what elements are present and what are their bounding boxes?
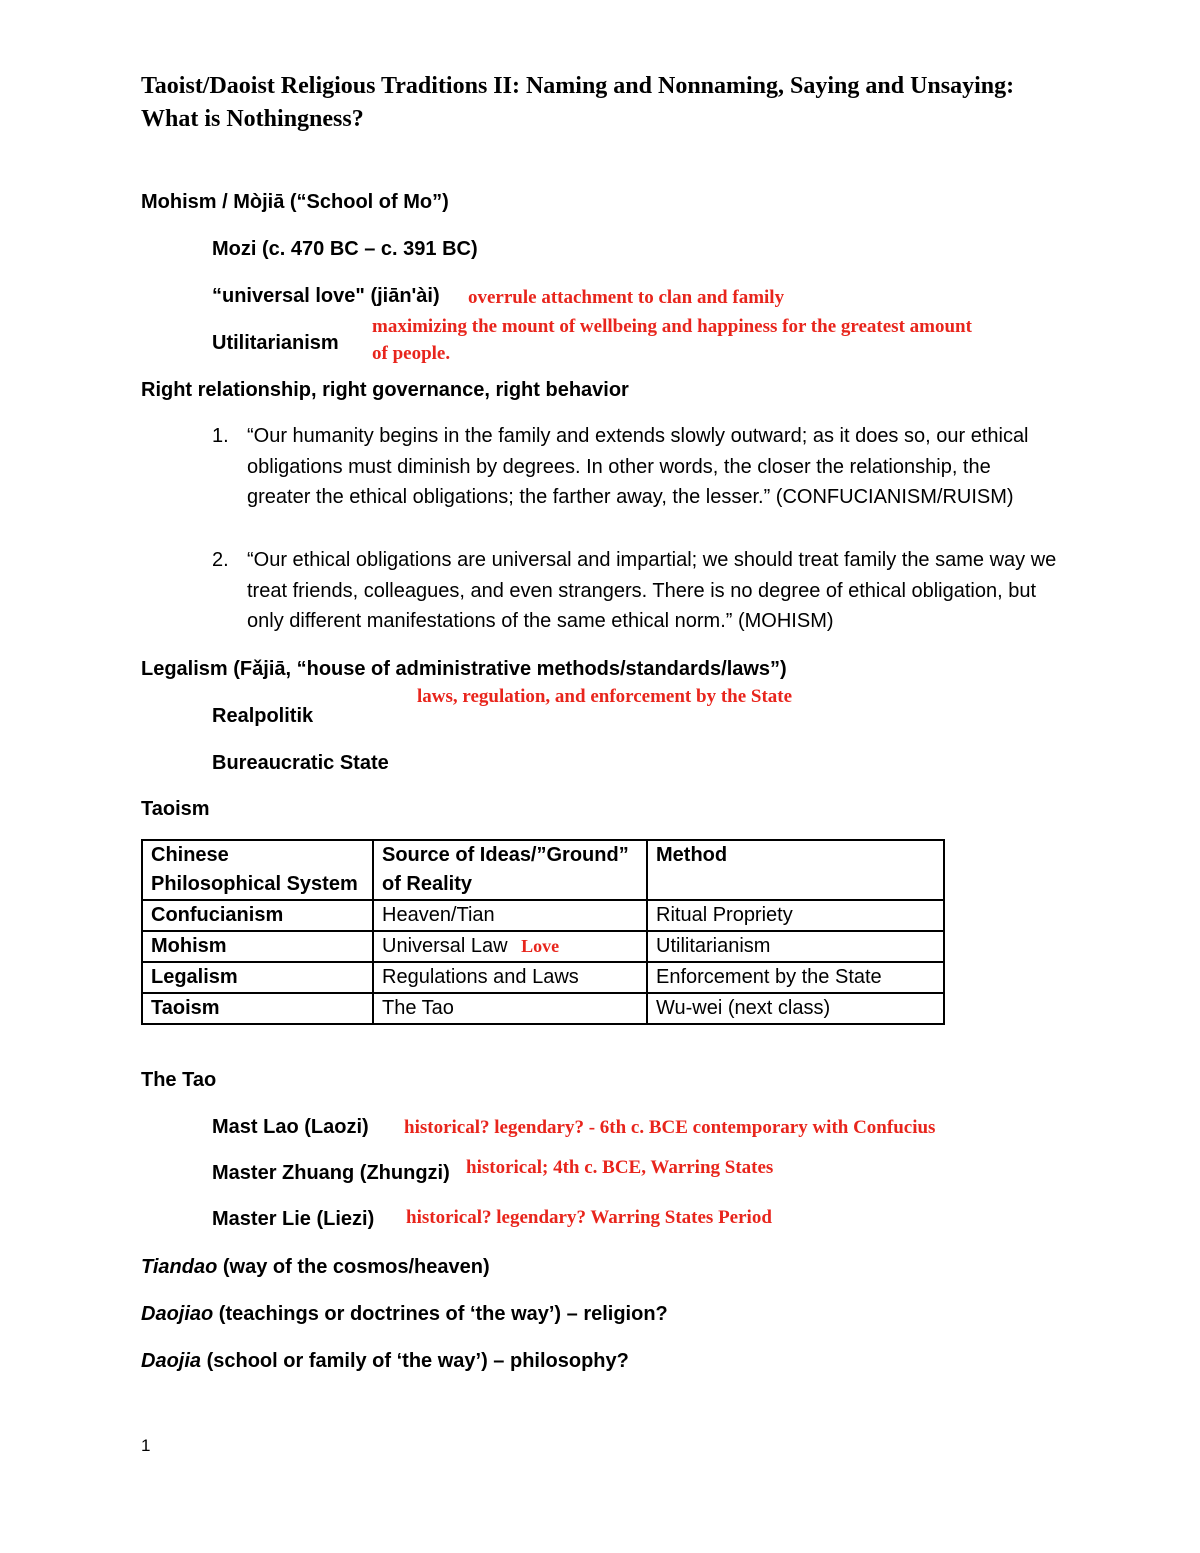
- page-number: 1: [141, 1436, 151, 1455]
- document-title: Taoist/Daoist Religious Traditions II: Naming and Nonnaming, Saying and Unsaying: What is Nothingness?: [141, 73, 1015, 132]
- utilitarianism-annotation-line-2: of people.: [372, 343, 451, 364]
- table-cell-method: Ritual Propriety: [647, 900, 944, 931]
- mozi-line: Mozi (c. 470 BC – c. 391 BC): [212, 238, 478, 260]
- term-word: Daojiao: [141, 1303, 214, 1325]
- table-cell-system: Taoism: [142, 993, 373, 1024]
- table-header-row: [142, 840, 944, 900]
- table-row: [142, 993, 944, 1024]
- table-cell-source: Heaven/Tian: [373, 900, 647, 931]
- table-cell-source: Universal Law: [382, 935, 508, 957]
- master-lao-name: Mast Lao (Laozi): [212, 1116, 369, 1138]
- list-item-1-number: 1.: [212, 425, 229, 447]
- legalism-heading: Legalism (Fǎjiā, “house of administrative methods/standards/laws”): [141, 658, 787, 680]
- table-header-cell: Source of Ideas/”Ground” of Reality: [373, 840, 647, 900]
- mohism-heading: Mohism / Mòjiā (“School of Mo”): [141, 191, 449, 213]
- table-row: [142, 931, 944, 962]
- utilitarianism-term: Utilitarianism: [212, 332, 339, 354]
- master-lie-annotation: historical? legendary? Warring States Period: [406, 1207, 772, 1228]
- term-tiandao: [141, 1254, 490, 1280]
- table-cell-method: Enforcement by the State: [647, 962, 944, 993]
- taoism-heading: Taoism: [141, 798, 210, 820]
- table-cell-system: Confucianism: [142, 900, 373, 931]
- table-cell-annotation: Love: [521, 936, 560, 956]
- the-tao-heading: The Tao: [141, 1069, 217, 1091]
- legalism-annotation: laws, regulation, and enforcement by the State: [417, 686, 793, 707]
- utilitarianism-annotation-line-1: maximizing the mount of wellbeing and happiness for the greatest amount: [372, 316, 972, 337]
- realpolitik-term: Realpolitik: [212, 705, 314, 727]
- master-zhuang-annotation: historical; 4th c. BCE, Warring States: [466, 1157, 774, 1178]
- term-definition: (school or family of ‘the way’) – philosophy?: [201, 1350, 629, 1372]
- master-lao-annotation: historical? legendary? - 6th c. BCE contemporary with Confucius: [404, 1117, 936, 1138]
- term-word: Tiandao: [141, 1256, 218, 1278]
- table-cell-system: Legalism: [142, 962, 373, 993]
- master-zhuang-name: Master Zhuang (Zhungzi): [212, 1162, 450, 1184]
- term-definition: (teachings or doctrines of ‘the way’) – religion?: [213, 1303, 668, 1325]
- philosophical-systems-table: [141, 839, 945, 1025]
- right-relationship-heading: Right relationship, right governance, right behavior: [141, 379, 629, 401]
- table-cell-source: Regulations and Laws: [373, 962, 647, 993]
- table-row: [142, 900, 944, 931]
- list-item-2-number: 2.: [212, 549, 229, 571]
- master-lie-name: Master Lie (Liezi): [212, 1208, 375, 1230]
- term-word: Daojia: [141, 1350, 202, 1372]
- table-cell-system: Mohism: [142, 931, 373, 962]
- universal-love-annotation: overrule attachment to clan and family: [468, 287, 785, 308]
- table-header-cell: Chinese Philosophical System: [142, 840, 373, 900]
- term-daojia: [141, 1348, 629, 1374]
- universal-love-term: “universal love" (jiān'ài): [212, 285, 440, 307]
- table-row: [142, 962, 944, 993]
- bureaucratic-state-term: Bureaucratic State: [212, 752, 389, 774]
- table-header-cell: Method: [647, 840, 944, 900]
- table-cell-method: Utilitarianism: [647, 931, 944, 962]
- table-cell-source: The Tao: [373, 993, 647, 1024]
- list-item-1-text: “Our humanity begins in the family and extends slowly outward; as it does so, our ethical obligations must diminish by degrees. In other words, the closer the relationship, the greater the ethical obligations; the farther away, the lesser.” (CONFUCIANISM/RUISM): [247, 425, 1029, 508]
- term-daojiao: [141, 1301, 668, 1327]
- list-item-2-text: “Our ethical obligations are universal and impartial; we should treat family the same way we treat friends, colleagues, and even strangers. There is no degree of ethical obligation, but only different manifestations of the same ethical norm.” (MOHISM): [247, 549, 1057, 632]
- table-cell-method: Wu-wei (next class): [647, 993, 944, 1024]
- term-definition: (way of the cosmos/heaven): [217, 1256, 490, 1278]
- table-cell-source-with-note: [373, 931, 647, 962]
